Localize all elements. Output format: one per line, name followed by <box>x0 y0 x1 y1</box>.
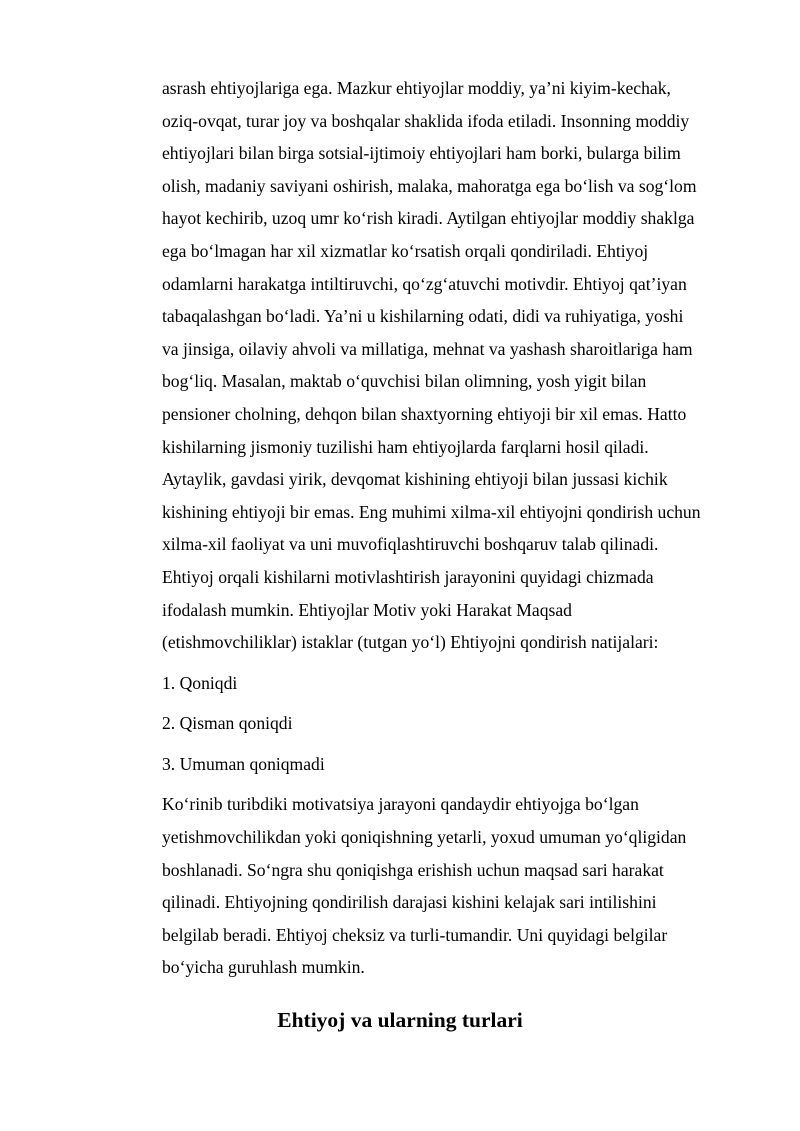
paragraph-line: Ehtiyoj orqali kishilarni motivlashtirish jarayonini quyidagi chizmada <box>162 566 654 587</box>
paragraph-line: kishilarning jismoniy tuzilishi ham ehtiyojlarda farqlarni hosil qiladi. <box>162 436 649 457</box>
paragraph-line: Ko‘rinib turibdiki motivatsiya jarayoni qandaydir ehtiyojga bo‘lgan <box>162 794 639 815</box>
paragraph-line: va jinsiga, oilaviy ahvoli va millatiga, mehnat va yashash sharoitlariga ham <box>162 338 693 359</box>
list-item: 1. Qoniqdi <box>162 672 238 693</box>
paragraph-line: xilma-xil faoliyat va uni muvofiqlashtiruvchi boshqaruv talab qilinadi. <box>162 534 659 555</box>
paragraph-line: kishining ehtiyoji bir emas. Eng muhimi xilma-xil ehtiyojni qondirish uchun <box>162 501 701 522</box>
paragraph-line: olish, madaniy saviyani oshirish, malaka, mahoratga ega bo‘lish va sog‘lom <box>162 175 697 196</box>
numbered-list <box>162 667 752 781</box>
paragraph-line: bog‘liq. Masalan, maktab o‘quvchisi bilan olimning, yosh yigit bilan <box>162 371 647 392</box>
paragraph-conclusion <box>162 788 752 984</box>
paragraph-line: oziq-ovqat, turar joy va boshqalar shaklida ifoda etiladi. Insonning moddiy <box>162 110 690 131</box>
paragraph-line: asrash ehtiyojlariga ega. Mazkur ehtiyojlar moddiy, ya’ni kiyim-kechak, <box>162 78 671 98</box>
document-body <box>162 72 752 984</box>
paragraph-intro <box>162 72 752 659</box>
paragraph-line: ega bo‘lmagan har xil xizmatlar ko‘rsatish orqali qondiriladi. Ehtiyoj <box>162 240 649 261</box>
paragraph-line: odamlarni harakatga intiltiruvchi, qo‘zg‘atuvchi motivdir. Ehtiyoj qat’iyan <box>162 273 687 294</box>
paragraph-line: bo‘yicha guruhlash mumkin. <box>162 957 365 978</box>
paragraph-line: yetishmovchilikdan yoki qoniqishning yetarli, yoxud umuman yo‘qligidan <box>162 827 687 848</box>
paragraph-line: (etishmovchiliklar) istaklar (tutgan yo‘l) Ehtiyojni qondirish natijalari: <box>162 632 659 653</box>
list-item: 3. Umuman qoniqmadi <box>162 753 325 774</box>
paragraph-line: ehtiyojlari bilan birga sotsial-ijtimoiy ehtiyojlari ham borki, bularga bilim <box>162 143 681 164</box>
paragraph-line: pensioner cholning, dehqon bilan shaxtyorning ehtiyoji bir xil emas. Hatto <box>162 403 687 424</box>
list-item: 2. Qisman qoniqdi <box>162 713 293 734</box>
section-heading: Ehtiyoj va ularning turlari <box>277 1008 523 1032</box>
paragraph-line: Aytaylik, gavdasi yirik, devqomat kishining ehtiyoji bilan jussasi kichik <box>162 469 668 490</box>
paragraph-line: boshlanadi. So‘ngra shu qoniqishga erishish uchun maqsad sari harakat <box>162 859 664 880</box>
paragraph-line: tabaqalashgan bo‘ladi. Ya’ni u kishilarning odati, didi va ruhiyatiga, yoshi <box>162 306 684 327</box>
paragraph-line: hayot kechirib, uzoq umr ko‘rish kiradi. Aytilgan ehtiyojlar moddiy shaklga <box>162 208 695 229</box>
paragraph-line: belgilab beradi. Ehtiyoj cheksiz va turli-tumandir. Uni quyidagi belgilar <box>162 924 668 945</box>
paragraph-line: qilinadi. Ehtiyojning qondirilish darajasi kishini kelajak sari intilishini <box>162 892 657 913</box>
paragraph-line: ifodalash mumkin. Ehtiyojlar Motiv yoki Harakat Maqsad <box>162 599 572 620</box>
